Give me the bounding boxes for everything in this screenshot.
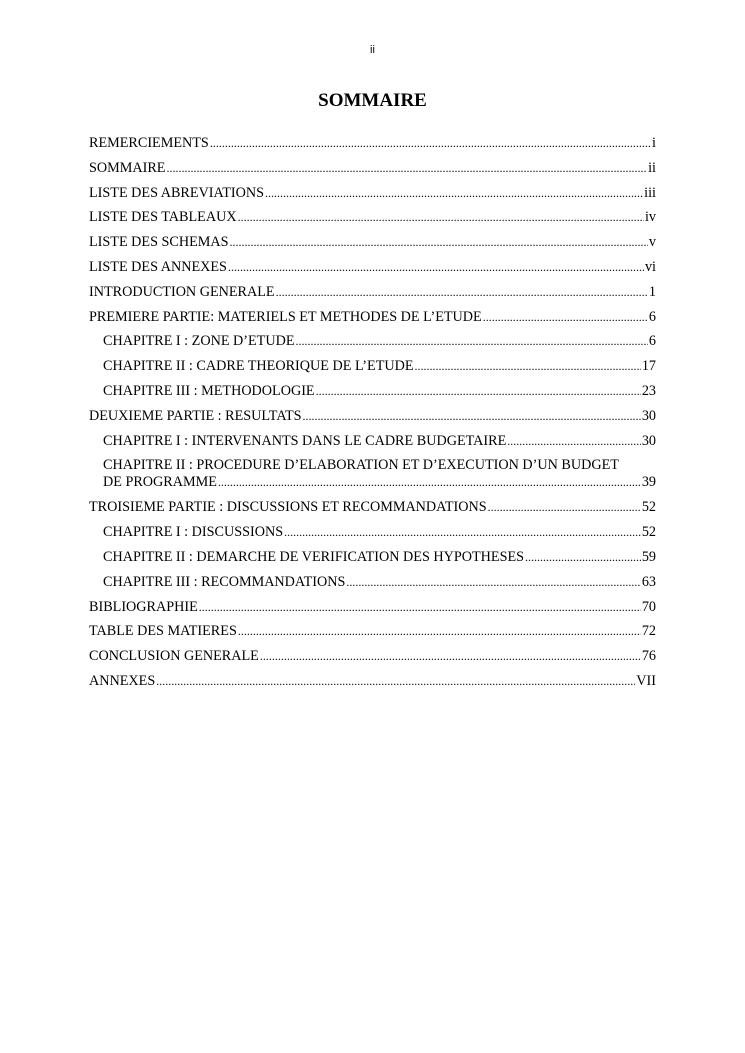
toc-entry-p1-chapitre-1[interactable] [89, 333, 656, 358]
dot-leader [276, 284, 648, 301]
dot-leader [230, 234, 648, 251]
toc-entry-page: 30 [641, 407, 656, 424]
toc-entry-label: CHAPITRE III : METHODOLOGIE [103, 382, 315, 399]
toc-entry-page: 59 [641, 548, 656, 565]
toc-entry-sommaire[interactable] [89, 160, 656, 185]
dot-leader [488, 499, 641, 516]
page-number: ii [370, 44, 375, 56]
dot-leader [346, 574, 640, 591]
toc-entry-page: 17 [641, 358, 656, 375]
toc-entry-page: 52 [641, 524, 656, 541]
toc-entry-label: CHAPITRE I : INTERVENANTS DANS LE CADRE BUDGETAIRE [103, 432, 507, 449]
toc-entry-label: DEUXIEME PARTIE : RESULTATS [89, 407, 302, 424]
toc-entry-page: v [648, 234, 656, 251]
toc-entry-label: LISTE DES ANNEXES [89, 258, 227, 275]
toc-entry-label: INTRODUCTION GENERALE [89, 283, 275, 300]
dot-leader [483, 309, 648, 326]
dot-leader [238, 623, 641, 640]
toc-entry-label: TROISIEME PARTIE : DISCUSSIONS ET RECOMMANDATIONS [89, 499, 487, 516]
toc-entry-label: LISTE DES TABLEAUX [89, 209, 237, 226]
table-of-contents [89, 135, 656, 698]
toc-entry-page: 1 [648, 283, 656, 300]
toc-entry-label: BIBLIOGRAPHIE [89, 598, 198, 615]
toc-entry-label: SOMMAIRE [89, 159, 166, 176]
toc-entry-abreviations[interactable] [89, 185, 656, 210]
toc-entry-label: CONCLUSION GENERALE [89, 648, 259, 665]
toc-entry-page: iii [644, 184, 656, 201]
toc-entry-tableaux[interactable] [89, 209, 656, 234]
toc-entry-bibliographie[interactable] [89, 599, 656, 624]
toc-entry-label: REMERCIEMENTS [89, 135, 209, 151]
dot-leader [265, 185, 643, 202]
toc-entry-p3-chapitre-2[interactable] [89, 549, 656, 574]
toc-entry-conclusion[interactable] [89, 648, 656, 673]
toc-entry-label: CHAPITRE I : ZONE D’ETUDE [103, 333, 295, 350]
toc-entry-page: 63 [641, 573, 656, 590]
toc-entry-label: LISTE DES ABREVIATIONS [89, 184, 264, 201]
toc-entry-table-des-matieres[interactable] [89, 623, 656, 648]
toc-entry-label: CHAPITRE II : CADRE THEORIQUE DE L’ETUDE [103, 358, 414, 375]
dot-leader [218, 474, 641, 491]
toc-entry-p3-chapitre-3[interactable] [89, 574, 656, 599]
dot-leader [284, 524, 641, 541]
toc-entry-label: CHAPITRE I : DISCUSSIONS [103, 524, 284, 541]
toc-entry-p1-chapitre-2[interactable] [89, 358, 656, 383]
toc-entry-label: ANNEXES [89, 672, 156, 689]
toc-entry-label-line2: DE PROGRAMME [103, 474, 217, 491]
toc-entry-page: 76 [641, 648, 656, 665]
toc-entry-label: TABLE DES MATIERES [89, 623, 237, 640]
dot-leader [296, 333, 648, 350]
toc-entry-premiere-partie[interactable] [89, 309, 656, 334]
toc-entry-page: 30 [641, 432, 656, 449]
toc-entry-page: 72 [641, 623, 656, 640]
toc-entry-page: i [652, 135, 656, 151]
dot-leader [199, 599, 641, 616]
toc-entry-page: vi [644, 258, 656, 275]
toc-entry-deuxieme-partie[interactable] [89, 408, 656, 433]
toc-entry-remerciements[interactable] [89, 135, 656, 160]
toc-entry-page: 52 [641, 499, 656, 516]
toc-entry-label-line1: CHAPITRE II : PROCEDURE D’ELABORATION ET D’EXECUTION D’UN BUDGET [103, 457, 619, 474]
toc-entry-label: PREMIERE PARTIE: MATERIELS ET METHODES DE L’ETUDE [89, 308, 482, 325]
toc-entry-page: iv [644, 209, 656, 226]
dot-leader [210, 135, 651, 152]
dot-leader [166, 160, 647, 177]
toc-entry-line2 [103, 474, 656, 491]
dot-leader [228, 259, 644, 276]
toc-entry-troisieme-partie[interactable] [89, 499, 656, 524]
dot-leader [415, 358, 641, 375]
page-title: SOMMAIRE [318, 90, 427, 111]
dot-leader [238, 209, 644, 226]
toc-entry-page: 6 [648, 333, 656, 350]
toc-entry-page: 6 [648, 308, 656, 325]
toc-entry-introduction[interactable] [89, 284, 656, 309]
toc-entry-label: LISTE DES SCHEMAS [89, 234, 229, 251]
toc-entry-p3-chapitre-1[interactable] [89, 524, 656, 549]
toc-entry-p1-chapitre-3[interactable] [89, 383, 656, 408]
dot-leader [156, 673, 635, 690]
toc-entry-label: CHAPITRE II : DEMARCHE DE VERIFICATION DES HYPOTHESES [103, 548, 525, 565]
toc-entry-p2-chapitre-2[interactable] [89, 457, 656, 499]
dot-leader [260, 648, 641, 665]
dot-leader [316, 383, 641, 400]
toc-entry-page: 70 [641, 598, 656, 615]
dot-leader [507, 433, 641, 450]
toc-entry-label: CHAPITRE III : RECOMMANDATIONS [103, 573, 346, 590]
dot-leader [525, 549, 641, 566]
toc-entry-page: ii [648, 159, 656, 176]
dot-leader [303, 408, 641, 425]
toc-entry-page: 23 [641, 382, 656, 399]
toc-entry-page: 39 [641, 474, 656, 491]
toc-entry-page: VII [636, 672, 656, 689]
toc-entry-annexes-list[interactable] [89, 259, 656, 284]
toc-entry-p2-chapitre-1[interactable] [89, 433, 656, 458]
toc-entry-schemas[interactable] [89, 234, 656, 259]
toc-entry-annexes[interactable] [89, 673, 656, 698]
